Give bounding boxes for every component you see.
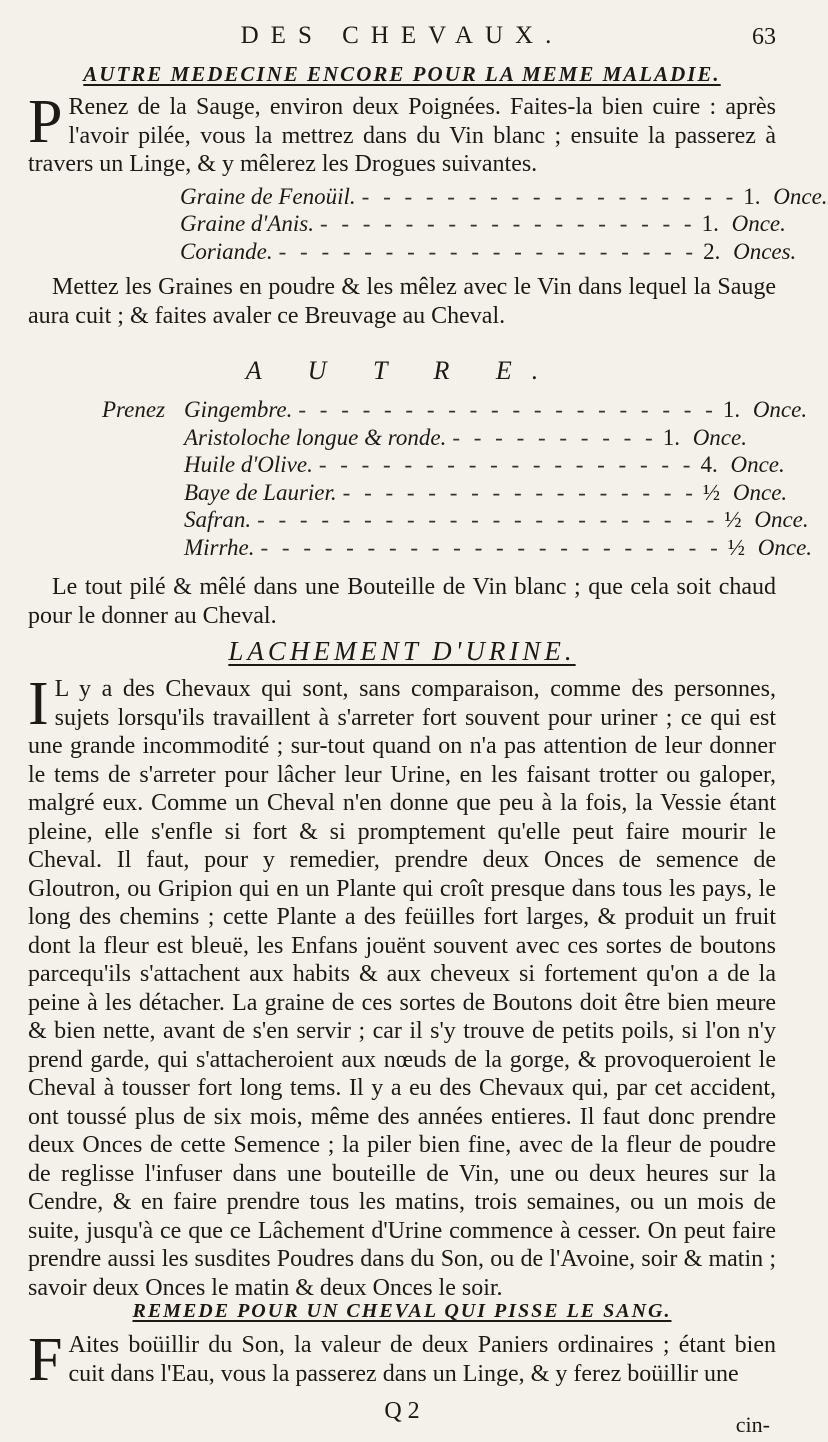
- running-title: DES CHEVAUX.: [240, 22, 564, 49]
- section-lachement-urine: [28, 636, 776, 1302]
- ingredient-row: Mirrhe. - - - - - - - - - - - - - - - - - - - - - - ½ Once.: [184, 534, 813, 560]
- section-title: LACHEMENT D'URINE.: [228, 636, 576, 666]
- ingredient-row: Gingembre. - - - - - - - - - - - - - - - - - - - - 1. Once.: [184, 397, 808, 422]
- closing-paragraph: Le tout pilé & mêlé dans une Bouteille de Vin blanc ; que cela soit chaud pour le donner au Cheval.: [28, 574, 776, 629]
- prenez-label: Prenez: [102, 397, 166, 422]
- ingredient-row: Coriande. - - - - - - - - - - - - - - - - - - - - 2. Onces.: [180, 238, 797, 264]
- ingredient-list: [180, 183, 828, 266]
- body-paragraph: [28, 1326, 776, 1394]
- section-title: A U T R E.: [245, 356, 559, 385]
- drop-cap: I: [28, 670, 49, 738]
- section-autre: [28, 356, 813, 630]
- body-text: Aites boüillir du Son, la valeur de deux Paniers ordinaires ; étant bien cuit dans l'Eau, vous la passerez dans un Linge, & y ferez boüillir une: [68, 1332, 776, 1387]
- intro-paragraph: [28, 88, 776, 179]
- closing-paragraph: Mettez les Graines en poudre & les mêlez avec le Vin dans lequel la Sauge aura cuit ; & faites avaler ce Breuvage au Cheval.: [28, 274, 776, 329]
- ingredient-row: Huile d'Olive. - - - - - - - - - - - - - - - - - - 4. Once.: [184, 452, 785, 477]
- ingredient-row: Baye de Laurier. - - - - - - - - - - - - - - - - - ½ Once.: [184, 479, 788, 505]
- book-page: [28, 0, 828, 1442]
- drop-cap: F: [28, 1326, 63, 1394]
- body-paragraph: [28, 670, 776, 1302]
- page-number: 63: [752, 24, 776, 50]
- section-remede-sang: [28, 1300, 776, 1394]
- section-title: REMEDE POUR UN CHEVAL QUI PISSE LE SANG.: [132, 1300, 672, 1322]
- catchword: cin-: [735, 1412, 770, 1437]
- intro-text: Renez de la Sauge, environ deux Poignées. Faites-la bien cuire : après l'avoir pilée, vous la mettrez dans du Vin blanc ; ensuite la passerez à travers un Linge, & y mêlerez les Drogues suivantes.: [28, 94, 776, 177]
- body-text: L y a des Chevaux qui sont, sans comparaison, comme des personnes, sujets lorsqu'ils travaillent à s'arreter fort souvent pour uriner ; ce qui est une grande incommodité ; sur-tout quand on n'a pas attention de leur donner le tems de s'arreter pour lâcher leur Urine, en les faisant trotter ou galoper, malgré eux. Comme un Cheval n'en donne que peu à la fois, la Vessie étant pleine, elle s'enfle si fort & si promptement qu'elle peut faire mourir le Cheval. Il faut, pour y remedier, prendre deux Onces de semence de Gloutron, ou Gripion qui en un Plante qui croît presque dans tous les pays, le long des chemins ; cette Plante a des feüilles fort larges, & produit un fruit dont la fleur est bleuë, les Enfans jouënt souvent avec ces sortes de boutons parcequ'ils s'attachent aux habits & aux cheveux si fortement qu'on a de la peine à les détacher. La graine de ces sortes de Boutons doit être bien meure & bien nette, avant de s'en servir ; car il s'y trouve de petits poils, si l'on n'y prend garde, qui s'attacheroient aux nœuds de la gorge, & provoqueroient le Cheval à tousser fort long tems. Il y a eu des Chevaux qui, par cet accident, ont toussé plus de six mois, même des années entieres. Il faut donc prendre deux Onces de cette Semence ; la piler bien fine, avec de la fleur de poudre de reglisse l'infuser dans une bouteille de Vin, une ou deux heures sur la Cendre, & en faire prendre tous les matins, trois semaines, ou un mois de suite, jusqu'à ce que ce Lâchement d'Urine commence à cesser. On peut faire prendre aussi les susdites Poudres dans du Son, ou de l'Avoine, soir & matin ; savoir deux Onces le matin & deux Onces le soir.: [28, 676, 776, 1301]
- ingredient-row: Graine d'Anis. - - - - - - - - - - - - - - - - - - 1. Once.: [180, 211, 786, 236]
- ingredient-row: Safran. - - - - - - - - - - - - - - - - - - - - - - ½ Once.: [184, 507, 809, 532]
- section-autre-medecine: [28, 62, 828, 330]
- section-title: AUTRE MEDECINE ENCORE POUR LA MEME MALADIE.: [83, 62, 721, 86]
- ingredient-list: [28, 396, 813, 561]
- running-head: [28, 18, 776, 52]
- drop-cap: P: [28, 88, 63, 156]
- ingredient-row: Graine de Fenoüil. - - - - - - - - - - - - - - - - - - 1. Once.: [180, 183, 828, 209]
- signature-mark: Q 2: [384, 1398, 420, 1424]
- ingredient-row: Aristoloche longue & ronde. - - - - - - - - - - 1. Once.: [184, 424, 747, 450]
